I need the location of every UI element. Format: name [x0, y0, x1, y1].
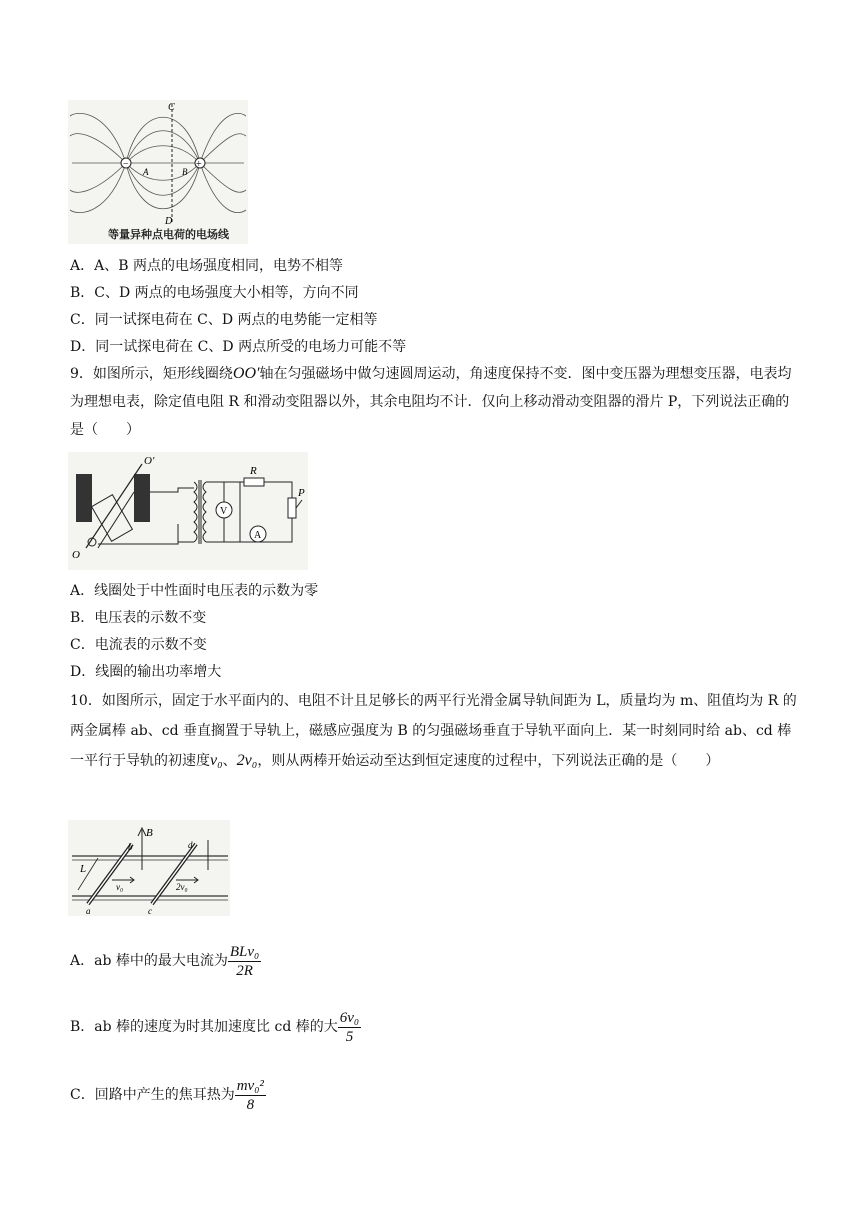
option-text: 线圈的输出功率增大	[95, 664, 222, 680]
field-figure-caption: 等量异种点电荷的电场线	[108, 228, 229, 241]
velocity-2v0-label: 2v₀	[176, 882, 188, 892]
option-text: 回路中产生的焦耳热为	[94, 1087, 235, 1103]
q8-option-b	[70, 283, 359, 303]
field-lines-figure	[68, 100, 248, 244]
option-b-fraction	[338, 1009, 361, 1046]
point-c-label: C	[168, 102, 175, 113]
q8-option-a	[70, 256, 343, 276]
option-text: ab 棒的速度为时其加速度比 cd 棒的大	[94, 1019, 338, 1035]
option-text: 同一试探电荷在 C、D 两点所受的电场力可能不等	[95, 339, 407, 355]
option-letter: C．	[70, 1087, 95, 1103]
field-lines-diagram	[68, 100, 248, 244]
option-letter: B．	[70, 285, 95, 301]
fraction-numerator: mv₀²	[236, 1077, 264, 1094]
ammeter-label: A	[254, 530, 262, 541]
end-d-label: d	[188, 840, 193, 850]
option-letter: B．	[70, 1019, 95, 1035]
option-letter: D．	[70, 664, 96, 680]
end-c-label: c	[148, 906, 152, 916]
q10-option-a	[70, 940, 261, 982]
option-text: ab 棒中的最大电流为	[94, 953, 228, 969]
option-text: A、B 两点的电场强度相同，电势不相等	[94, 258, 343, 274]
option-letter: C．	[70, 312, 95, 328]
option-text: C、D 两点的电场强度大小相等，方向不同	[94, 285, 359, 301]
resistor-r-label: R	[250, 465, 257, 477]
rails-diagram	[68, 820, 230, 916]
q9-axis-symbol: OO′	[232, 365, 260, 382]
end-b-label: b	[128, 842, 133, 852]
option-letter: C．	[70, 637, 95, 653]
generator-circuit-diagram	[68, 452, 308, 570]
q10-stem-part1: 10．如图所示，固定于水平面内的、电阻不计且足够长的两平行光滑金属导轨间距为 L，质量均为 m、阻值均为 R 的两金属棒 ab、cd 垂直搁置于导轨上，磁感应强度为 B 的匀强磁场垂直于导轨平面向上．某一时刻同时给 ab、cd 棒一平行于导轨的初速度	[70, 693, 797, 769]
q10-option-b	[70, 1006, 361, 1048]
generator-circuit-figure	[68, 452, 308, 570]
q9-option-b	[70, 608, 206, 628]
fraction-denominator: 5	[345, 1028, 354, 1045]
q9-stem-part1: 9．如图所示，矩形线圈绕	[70, 366, 233, 382]
option-letter: D．	[70, 339, 96, 355]
q10-velocity-1: v₀	[210, 752, 223, 769]
q9-stem-part2: 轴在匀强磁场中做匀速圆周运动，角速度保持不变．图中变压器为理想变压器，电表均为理想电表，除定值电阻 R 和滑动变阻器以外，其余电阻均不计．仅向上移动滑动变阻器的滑片 P，下列说法正确的是（ ）	[70, 366, 792, 438]
option-text: 同一试探电荷在 C、D 两点的电势能一定相等	[94, 312, 378, 328]
option-letter: B．	[70, 610, 95, 626]
neg-charge-label: −	[123, 159, 129, 170]
option-text: 电压表的示数不变	[94, 610, 207, 626]
q10-stem-part2: ，则从两棒开始运动至达到恒定速度的过程中，下列说法正确的是（ ）	[257, 753, 720, 769]
option-c-fraction	[235, 1077, 266, 1114]
rails-figure	[68, 820, 230, 916]
field-b-label: B	[146, 827, 153, 839]
q9-stem	[70, 360, 798, 444]
q9-option-a	[70, 581, 318, 601]
slider-p-label: P	[298, 487, 305, 499]
q9-option-d	[70, 662, 221, 682]
o-prime-label: O′	[144, 455, 155, 467]
q10-separator: 、	[222, 753, 237, 769]
option-letter: A．	[70, 258, 95, 274]
fraction-numerator: 6v₀	[339, 1009, 360, 1026]
point-d-label: D	[165, 216, 173, 227]
fraction-numerator: BLv₀	[229, 943, 260, 960]
fraction-denominator: 8	[246, 1096, 255, 1113]
option-text: 电流表的示数不变	[94, 637, 207, 653]
option-letter: A．	[70, 583, 95, 599]
fraction-denominator: 2R	[236, 962, 253, 979]
q10-option-c	[70, 1074, 266, 1116]
pos-charge-label: +	[196, 159, 202, 170]
end-a-label: a	[86, 906, 91, 916]
o-label: O	[72, 549, 80, 561]
q8-option-d	[70, 337, 406, 357]
q10-stem	[70, 686, 798, 776]
q9-option-c	[70, 635, 207, 655]
spacing-l-label: L	[80, 863, 87, 875]
point-b-label: B	[182, 167, 188, 177]
voltmeter-label: V	[220, 506, 228, 517]
point-a-label: A	[143, 167, 149, 177]
velocity-v0-label: v₀	[116, 882, 124, 892]
q10-velocity-2: 2v₀	[236, 752, 258, 769]
option-text: 线圈处于中性面时电压表的示数为零	[94, 583, 319, 599]
q8-option-c	[70, 310, 378, 330]
option-a-fraction	[228, 943, 261, 980]
option-letter: A．	[70, 953, 95, 969]
